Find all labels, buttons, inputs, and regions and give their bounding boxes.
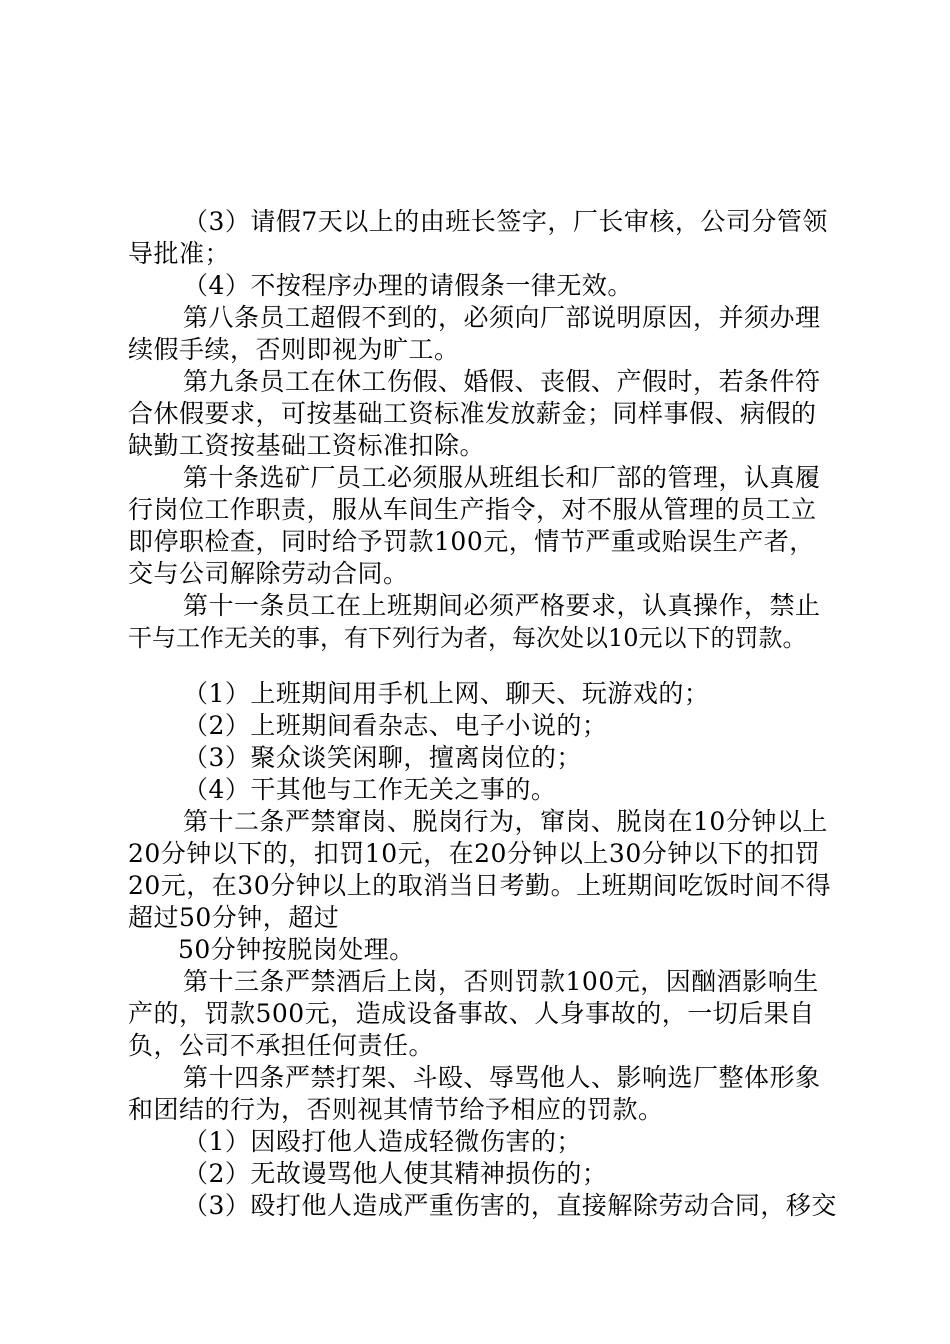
paragraph-line: 20元，在30分钟以上的取消当日考勤。上班期间吃饭时间不得 — [128, 871, 832, 900]
paragraph-line: 负，公司不承担任何责任。 — [128, 1031, 435, 1060]
paragraph-line: 50分钟按脱岗处理。 — [178, 935, 415, 964]
paragraph-line: 交与公司解除劳动合同。 — [128, 559, 409, 588]
paragraph-line: 行岗位工作职责，服从车间生产指令，对不服从管理的员工立 — [128, 495, 817, 524]
paragraph-line: （3）聚众谈笑闲聊，擅离岗位的； — [183, 743, 582, 772]
paragraph-line: （4）干其他与工作无关之事的。 — [183, 775, 557, 804]
paragraph-line: 即停职检查，同时给予罚款100元，情节严重或贻误生产者， — [128, 527, 815, 556]
paragraph-line: （3）殴打他人造成严重伤害的，直接解除劳动合同，移交 — [183, 1191, 837, 1220]
paragraph-line: 第十二条严禁窜岗、脱岗行为，窜岗、脱岗在10分钟以上 — [183, 807, 828, 836]
paragraph-line: （4）不按程序办理的请假条一律无效。 — [183, 271, 633, 300]
paragraph-line: 合休假要求，可按基础工资标准发放薪金；同样事假、病假的 — [128, 399, 817, 428]
paragraph-line: 超过50分钟，超过 — [128, 903, 340, 932]
paragraph-line: 第十三条严禁酒后上岗，否则罚款100元，因酗酒影响生 — [183, 967, 819, 996]
paragraph-line: 干与工作无关的事，有下列行为者，每次处以10元以下的罚款。 — [128, 624, 807, 652]
paragraph-line: 续假手续，否则即视为旷工。 — [128, 335, 460, 364]
paragraph-line: 20分钟以下的，扣罚10元，在20分钟以上30分钟以下的扣罚 — [128, 839, 821, 868]
paragraph-line: 缺勤工资按基础工资标准扣除。 — [128, 431, 486, 460]
paragraph-line: （2）上班期间看杂志、电子小说的； — [183, 711, 608, 740]
paragraph-line: 第十一条员工在上班期间必须严格要求，认真操作，禁止 — [183, 591, 821, 620]
paragraph-line: 产的，罚款500元，造成设备事故、人身事故的，一切后果自 — [128, 999, 815, 1028]
paragraph-line: 第十条选矿厂员工必须服从班组长和厂部的管理，认真履 — [183, 463, 821, 492]
paragraph-line: （2）无故谩骂他人使其精神损伤的； — [183, 1159, 608, 1188]
paragraph-line: 第九条员工在休工伤假、婚假、丧假、产假时，若条件符 — [183, 367, 821, 396]
paragraph-line: 第八条员工超假不到的，必须向厂部说明原因，并须办理 — [183, 303, 821, 332]
paragraph-line: 和团结的行为，否则视其情节给予相应的罚款。 — [128, 1095, 664, 1124]
paragraph-line: （1）上班期间用手机上网、聊天、玩游戏的； — [183, 679, 710, 708]
paragraph-line: （3）请假7天以上的由班长签字，厂长审核，公司分管领 — [183, 207, 828, 236]
paragraph-line: （1）因殴打他人造成轻微伤害的； — [183, 1127, 582, 1156]
paragraph-line: 第十四条严禁打架、斗殴、辱骂他人、影响选厂整体形象 — [183, 1063, 821, 1092]
paragraph-line: 导批准； — [128, 239, 231, 268]
